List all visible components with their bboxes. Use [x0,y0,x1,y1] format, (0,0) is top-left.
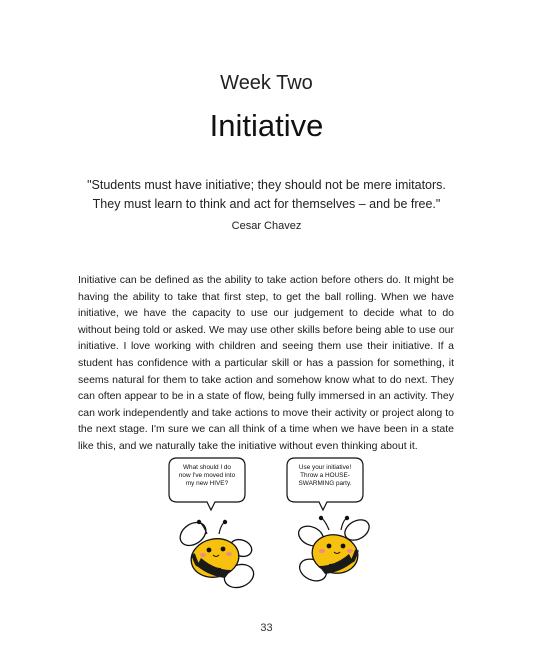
epigraph-quote [60,176,473,214]
left-bee-icon [176,518,257,592]
right-bubble-line: SWARMING party. [298,480,352,488]
quote-author: Cesar Chavez [231,220,302,232]
left-bubble-line: What should I do [183,464,231,471]
bee-illustration [155,452,395,602]
right-bee-icon [295,516,372,585]
quote-line-1: "Students must have initiative; they should not be mere imitators. [87,178,446,192]
page-number: 33 [260,622,273,634]
page-title: Initiative [209,108,324,143]
left-bubble-text [169,464,245,489]
right-bubble-line: Throw a HOUSE- [300,472,350,480]
left-bubble-line: my new HIVE? [185,480,229,488]
right-bubble-text [287,464,363,489]
quote-line-2: They must learn to think and act for themselves – and be free." [92,197,441,211]
left-bubble-line: now I've moved into [178,472,236,480]
body-paragraph: Initiative can be defined as the ability to take action before others do. It might be having the ability to take that first step, to get the ball rolling. When we have initiative, we have the capacity to use our judgement to decide what to do without being told or asked. We may use other skills before being able to use our initiative. I love working with children and seeing them use their initiative. If a student has confidence with a particular skill or has a passion for something, it seems natural for them to take action and somehow know what to do next. They can often appear to be in a state of flow, being fully immersed in an activity. They can work independently and take actions to move their activity or project along to the next stage. I'm sure we can all think of a time when we have been in a state like this, and we naturally take the initiative without even thinking about it. [78,274,454,452]
week-heading: Week Two [220,72,313,94]
right-bubble-line: Use your initiative! [298,464,352,471]
